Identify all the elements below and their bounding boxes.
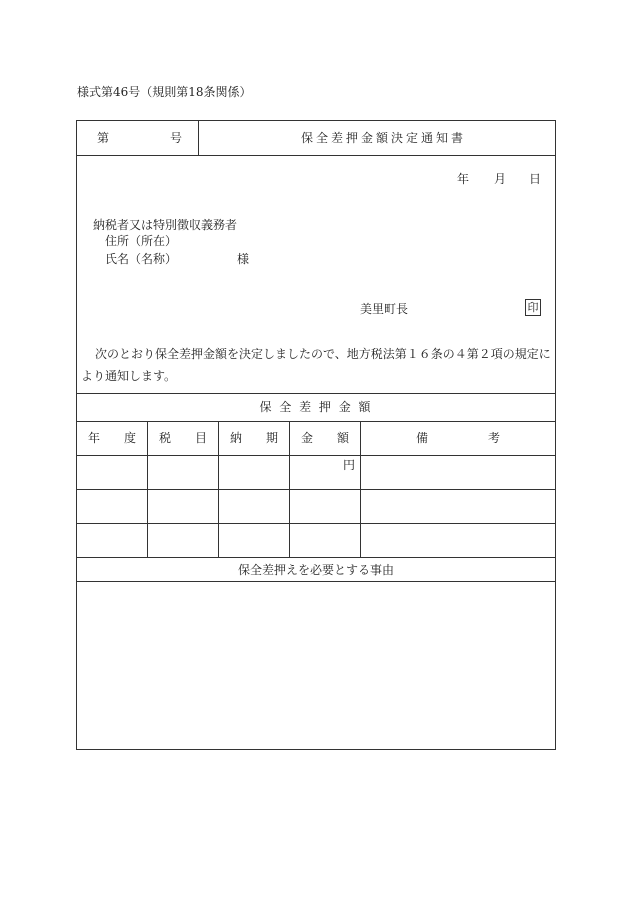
notice-form bbox=[76, 120, 556, 750]
recipient-address-label: 住所（所在） bbox=[105, 234, 178, 248]
recipient-honorific: 様 bbox=[237, 252, 250, 266]
date-year-label: 年 bbox=[457, 172, 470, 186]
notice-bottom-rule bbox=[77, 393, 555, 394]
date-day-label: 日 bbox=[529, 172, 542, 186]
notice-text: 次のとおり保全差押金額を決定しましたので、地方税法第１６条の４第２項の規定により通知します。 bbox=[81, 347, 551, 383]
reason-field[interactable] bbox=[77, 582, 555, 749]
amount-yen-unit: 円 bbox=[343, 458, 356, 472]
table-row-rule bbox=[77, 523, 555, 524]
amount-section-heading: 保 全 差 押 金 額 bbox=[259, 400, 373, 414]
date-month-label: 月 bbox=[494, 172, 507, 186]
form-number-caption: 様式第46号（規則第18条関係） bbox=[77, 85, 252, 99]
column-header-amount: 金 額 bbox=[300, 431, 349, 445]
amount-heading-rule bbox=[77, 421, 555, 422]
table-bottom-rule bbox=[77, 557, 555, 558]
column-divider bbox=[147, 421, 148, 557]
document-number-label-prefix: 第 bbox=[97, 131, 110, 145]
column-header-fiscal-year: 年 度 bbox=[87, 431, 136, 445]
reason-section-heading: 保全差押えを必要とする事由 bbox=[237, 563, 394, 577]
issuer-title: 美里町長 bbox=[360, 302, 409, 316]
column-divider bbox=[289, 421, 290, 557]
recipient-name-label: 氏名（名称） bbox=[105, 252, 178, 266]
column-divider bbox=[360, 421, 361, 557]
table-row-rule bbox=[77, 489, 555, 490]
column-header-remarks: 備 考 bbox=[415, 431, 500, 445]
column-header-payment-period: 納 期 bbox=[229, 431, 278, 445]
column-divider bbox=[218, 421, 219, 557]
header-divider bbox=[198, 121, 199, 155]
column-header-rule bbox=[77, 455, 555, 456]
header-bottom-rule bbox=[77, 155, 555, 156]
document-number-label-suffix: 号 bbox=[170, 131, 183, 145]
document-title: 保全差押金額決定通知書 bbox=[301, 131, 467, 145]
seal-stamp: 印 bbox=[525, 299, 541, 316]
recipient-category: 納税者又は特別徴収義務者 bbox=[93, 218, 238, 232]
column-header-tax-item: 税 目 bbox=[158, 431, 207, 445]
